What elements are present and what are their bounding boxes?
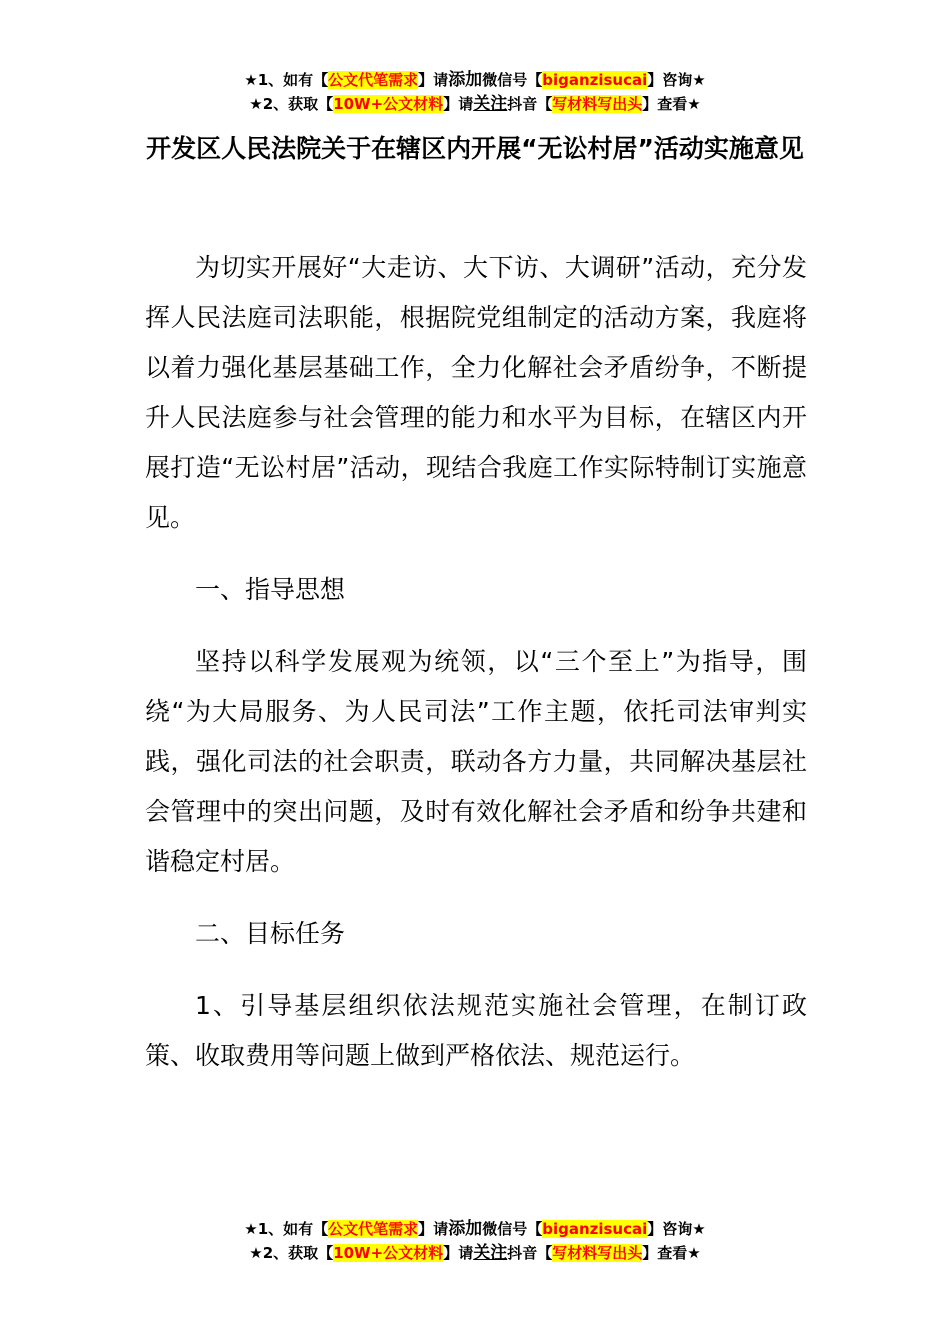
banner-text: 抖音【 [507, 1244, 553, 1262]
banner-emphasis: 添加 [448, 70, 483, 90]
banner-text: 微信号【 [482, 1220, 543, 1238]
banner-highlight: 10W+公文材料 [333, 1244, 444, 1262]
banner-emphasis: 关注 [473, 1243, 508, 1263]
banner-emphasis: 关注 [473, 94, 508, 114]
banner-text: ★1、如有【 [244, 1220, 329, 1238]
footer-banner [0, 1217, 950, 1265]
banner-text: 抖音【 [507, 95, 553, 113]
banner-text: 微信号【 [482, 71, 543, 89]
banner-text: 】请 [443, 1244, 474, 1262]
banner-highlight: 写材料写出头 [552, 1244, 643, 1262]
intro-paragraph: 为切实开展好“大走访、大下访、大调研”活动，充分发挥人民法庭司法职能，根据院党组制定的活动方案，我庭将以着力强化基层基础工作，全力化解社会矛盾纷争，不断提升人民法庭参与社会管理的能力和水平为目标，在辖区内开展打造“无讼村居”活动，现结合我庭工作实际特制订实施意见。 [145, 253, 807, 532]
document-body [145, 243, 807, 1081]
banner-line-2 [0, 1241, 950, 1265]
header-banner [0, 68, 950, 116]
banner-text: ★1、如有【 [244, 71, 329, 89]
section-heading: 二、目标任务 [195, 919, 346, 948]
banner-line-2 [0, 92, 950, 116]
banner-highlight: 公文代笔需求 [328, 1220, 419, 1238]
banner-text: 】请 [418, 1220, 449, 1238]
document-title: 开发区人民法院关于在辖区内开展“无讼村居”活动实施意见 [146, 134, 804, 163]
banner-highlight: 10W+公文材料 [333, 95, 444, 113]
body-paragraph: 坚持以科学发展观为统领，以“三个至上”为指导，围绕“为大局服务、为人民司法”工作主题，依托司法审判实践，强化司法的社会职责，联动各方力量，共同解决基层社会管理中的突出问题，及时有效化解社会矛盾和纷争共建和谐稳定村居。 [145, 647, 807, 876]
banner-line-1 [0, 68, 950, 92]
banner-text: 】咨询★ [647, 1220, 706, 1238]
banner-emphasis: 添加 [448, 1219, 483, 1239]
body-paragraph: 1、引导基层组织依法规范实施社会管理，在制订政策、收取费用等问题上做到严格依法、规范运行。 [145, 991, 807, 1070]
banner-line-1 [0, 1217, 950, 1241]
banner-highlight: 写材料写出头 [552, 95, 643, 113]
banner-text: ★2、获取【 [249, 1244, 334, 1262]
banner-text: 】查看★ [642, 95, 701, 113]
banner-text: 】请 [418, 71, 449, 89]
banner-text: 】查看★ [642, 1244, 701, 1262]
section-heading: 一、指导思想 [195, 575, 346, 604]
banner-highlight: biganzisucai [542, 1220, 648, 1238]
banner-text: 】咨询★ [647, 71, 706, 89]
banner-highlight: biganzisucai [542, 71, 648, 89]
banner-highlight: 公文代笔需求 [328, 71, 419, 89]
banner-text: 】请 [443, 95, 474, 113]
banner-text: ★2、获取【 [249, 95, 334, 113]
